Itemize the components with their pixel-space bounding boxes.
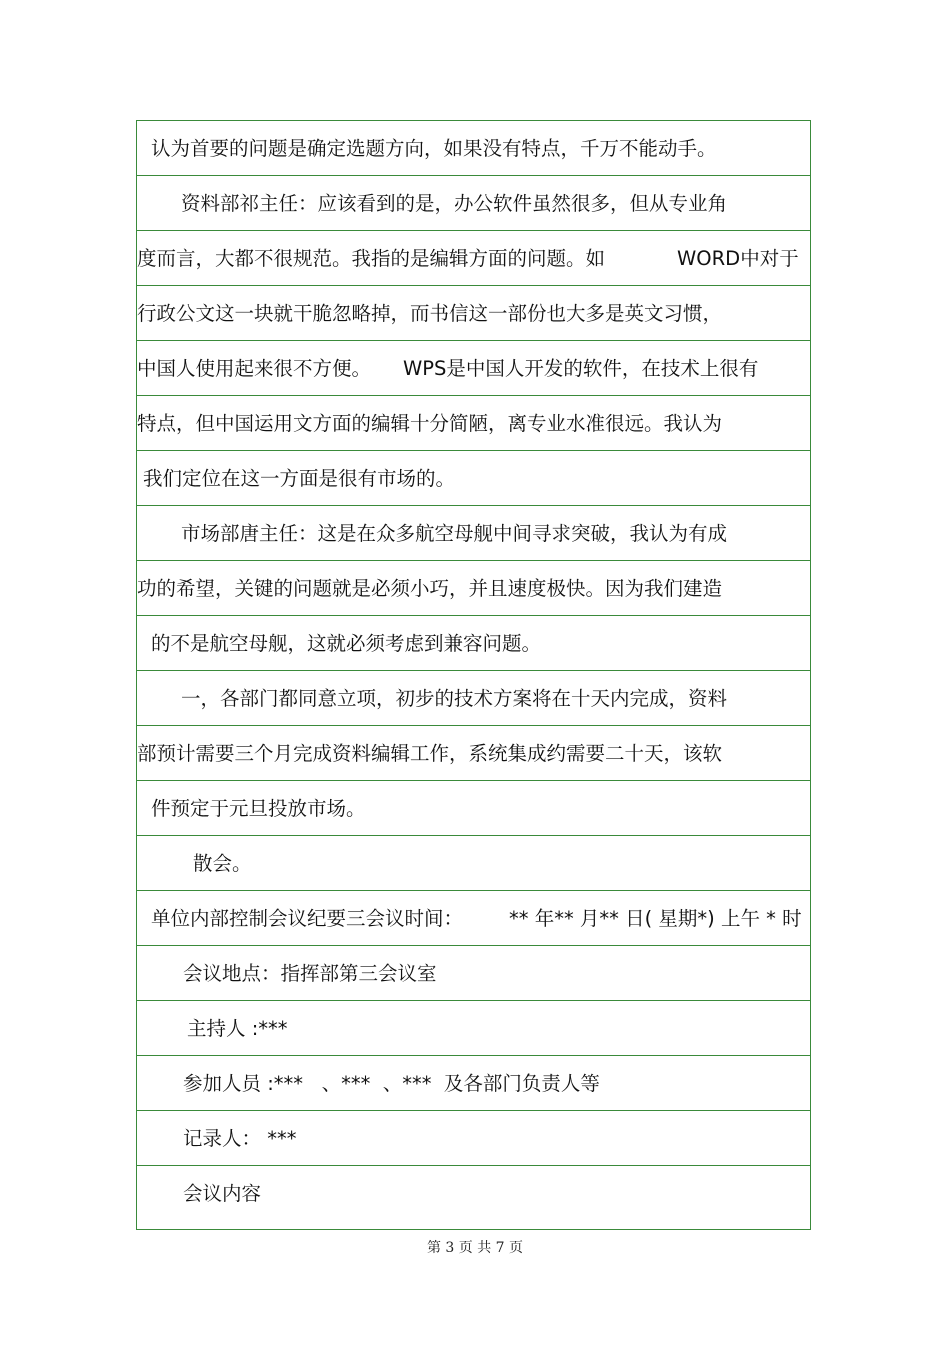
text-line	[137, 891, 810, 946]
line-text: 功的希望，关键的问题就是必须小巧，并且速度极快。因为我们建造	[137, 577, 723, 600]
line-text-tail: WPS是中国人开发的软件，在技术上很有	[403, 357, 759, 380]
line-text: 主持人 :***	[187, 1017, 288, 1040]
text-line	[137, 616, 810, 671]
line-text: 市场部唐主任：这是在众多航空母舰中间寻求突破，我认为有成	[181, 522, 728, 545]
text-line	[137, 726, 810, 781]
line-text: 记录人： ***	[183, 1127, 297, 1150]
text-line	[137, 671, 810, 726]
text-line	[137, 1166, 810, 1221]
text-line	[137, 1111, 810, 1166]
text-line	[137, 506, 810, 561]
text-line	[137, 341, 810, 396]
line-text: 度而言，大都不很规范。我指的是编辑方面的问题。如	[137, 247, 606, 270]
line-text: 一，各部门都同意立项，初步的技术方案将在十天内完成，资料	[181, 687, 728, 710]
line-text: 散会。	[193, 852, 252, 875]
text-line	[137, 451, 810, 506]
text-line	[137, 396, 810, 451]
text-line	[137, 286, 810, 341]
line-text: 部预计需要三个月完成资料编辑工作，系统集成约需要二十天，该软	[137, 742, 723, 765]
document-content-box	[136, 120, 811, 1230]
text-line	[137, 946, 810, 1001]
line-text-tail: ** 年** 月** 日( 星期*) 上午 * 时	[509, 907, 802, 930]
line-text: 参加人员 :*** 、*** 、*** 及各部门负责人等	[183, 1072, 600, 1095]
text-line	[137, 231, 810, 286]
text-line	[137, 561, 810, 616]
text-line	[137, 1001, 810, 1056]
line-text: 中国人使用起来很不方便。	[137, 357, 372, 380]
text-line	[137, 781, 810, 836]
text-line	[137, 1056, 810, 1111]
line-text: 认为首要的问题是确定选题方向，如果没有特点，千万不能动手。	[151, 137, 717, 160]
text-line	[137, 836, 810, 891]
line-text-tail: WORD中对于	[677, 247, 799, 270]
line-text: 资料部祁主任：应该看到的是，办公软件虽然很多，但从专业角	[181, 192, 728, 215]
line-text: 特点，但中国运用文方面的编辑十分简陋，离专业水准很远。我认为	[137, 412, 723, 435]
line-text: 的不是航空母舰，这就必须考虑到兼容问题。	[151, 632, 542, 655]
line-text: 会议内容	[183, 1182, 262, 1205]
line-text: 单位内部控制会议纪要三会议时间：	[151, 907, 464, 930]
text-line	[137, 176, 810, 231]
line-text: 会议地点：指挥部第三会议室	[183, 962, 437, 985]
line-text: 行政公文这一块就干脆忽略掉，而书信这一部份也大多是英文习惯，	[137, 302, 723, 325]
line-text: 我们定位在这一方面是很有市场的。	[143, 467, 456, 490]
text-line	[137, 121, 810, 176]
page-number-footer: 第 3 页 共 7 页	[426, 1240, 524, 1256]
line-text: 件预定于元旦投放市场。	[151, 797, 366, 820]
